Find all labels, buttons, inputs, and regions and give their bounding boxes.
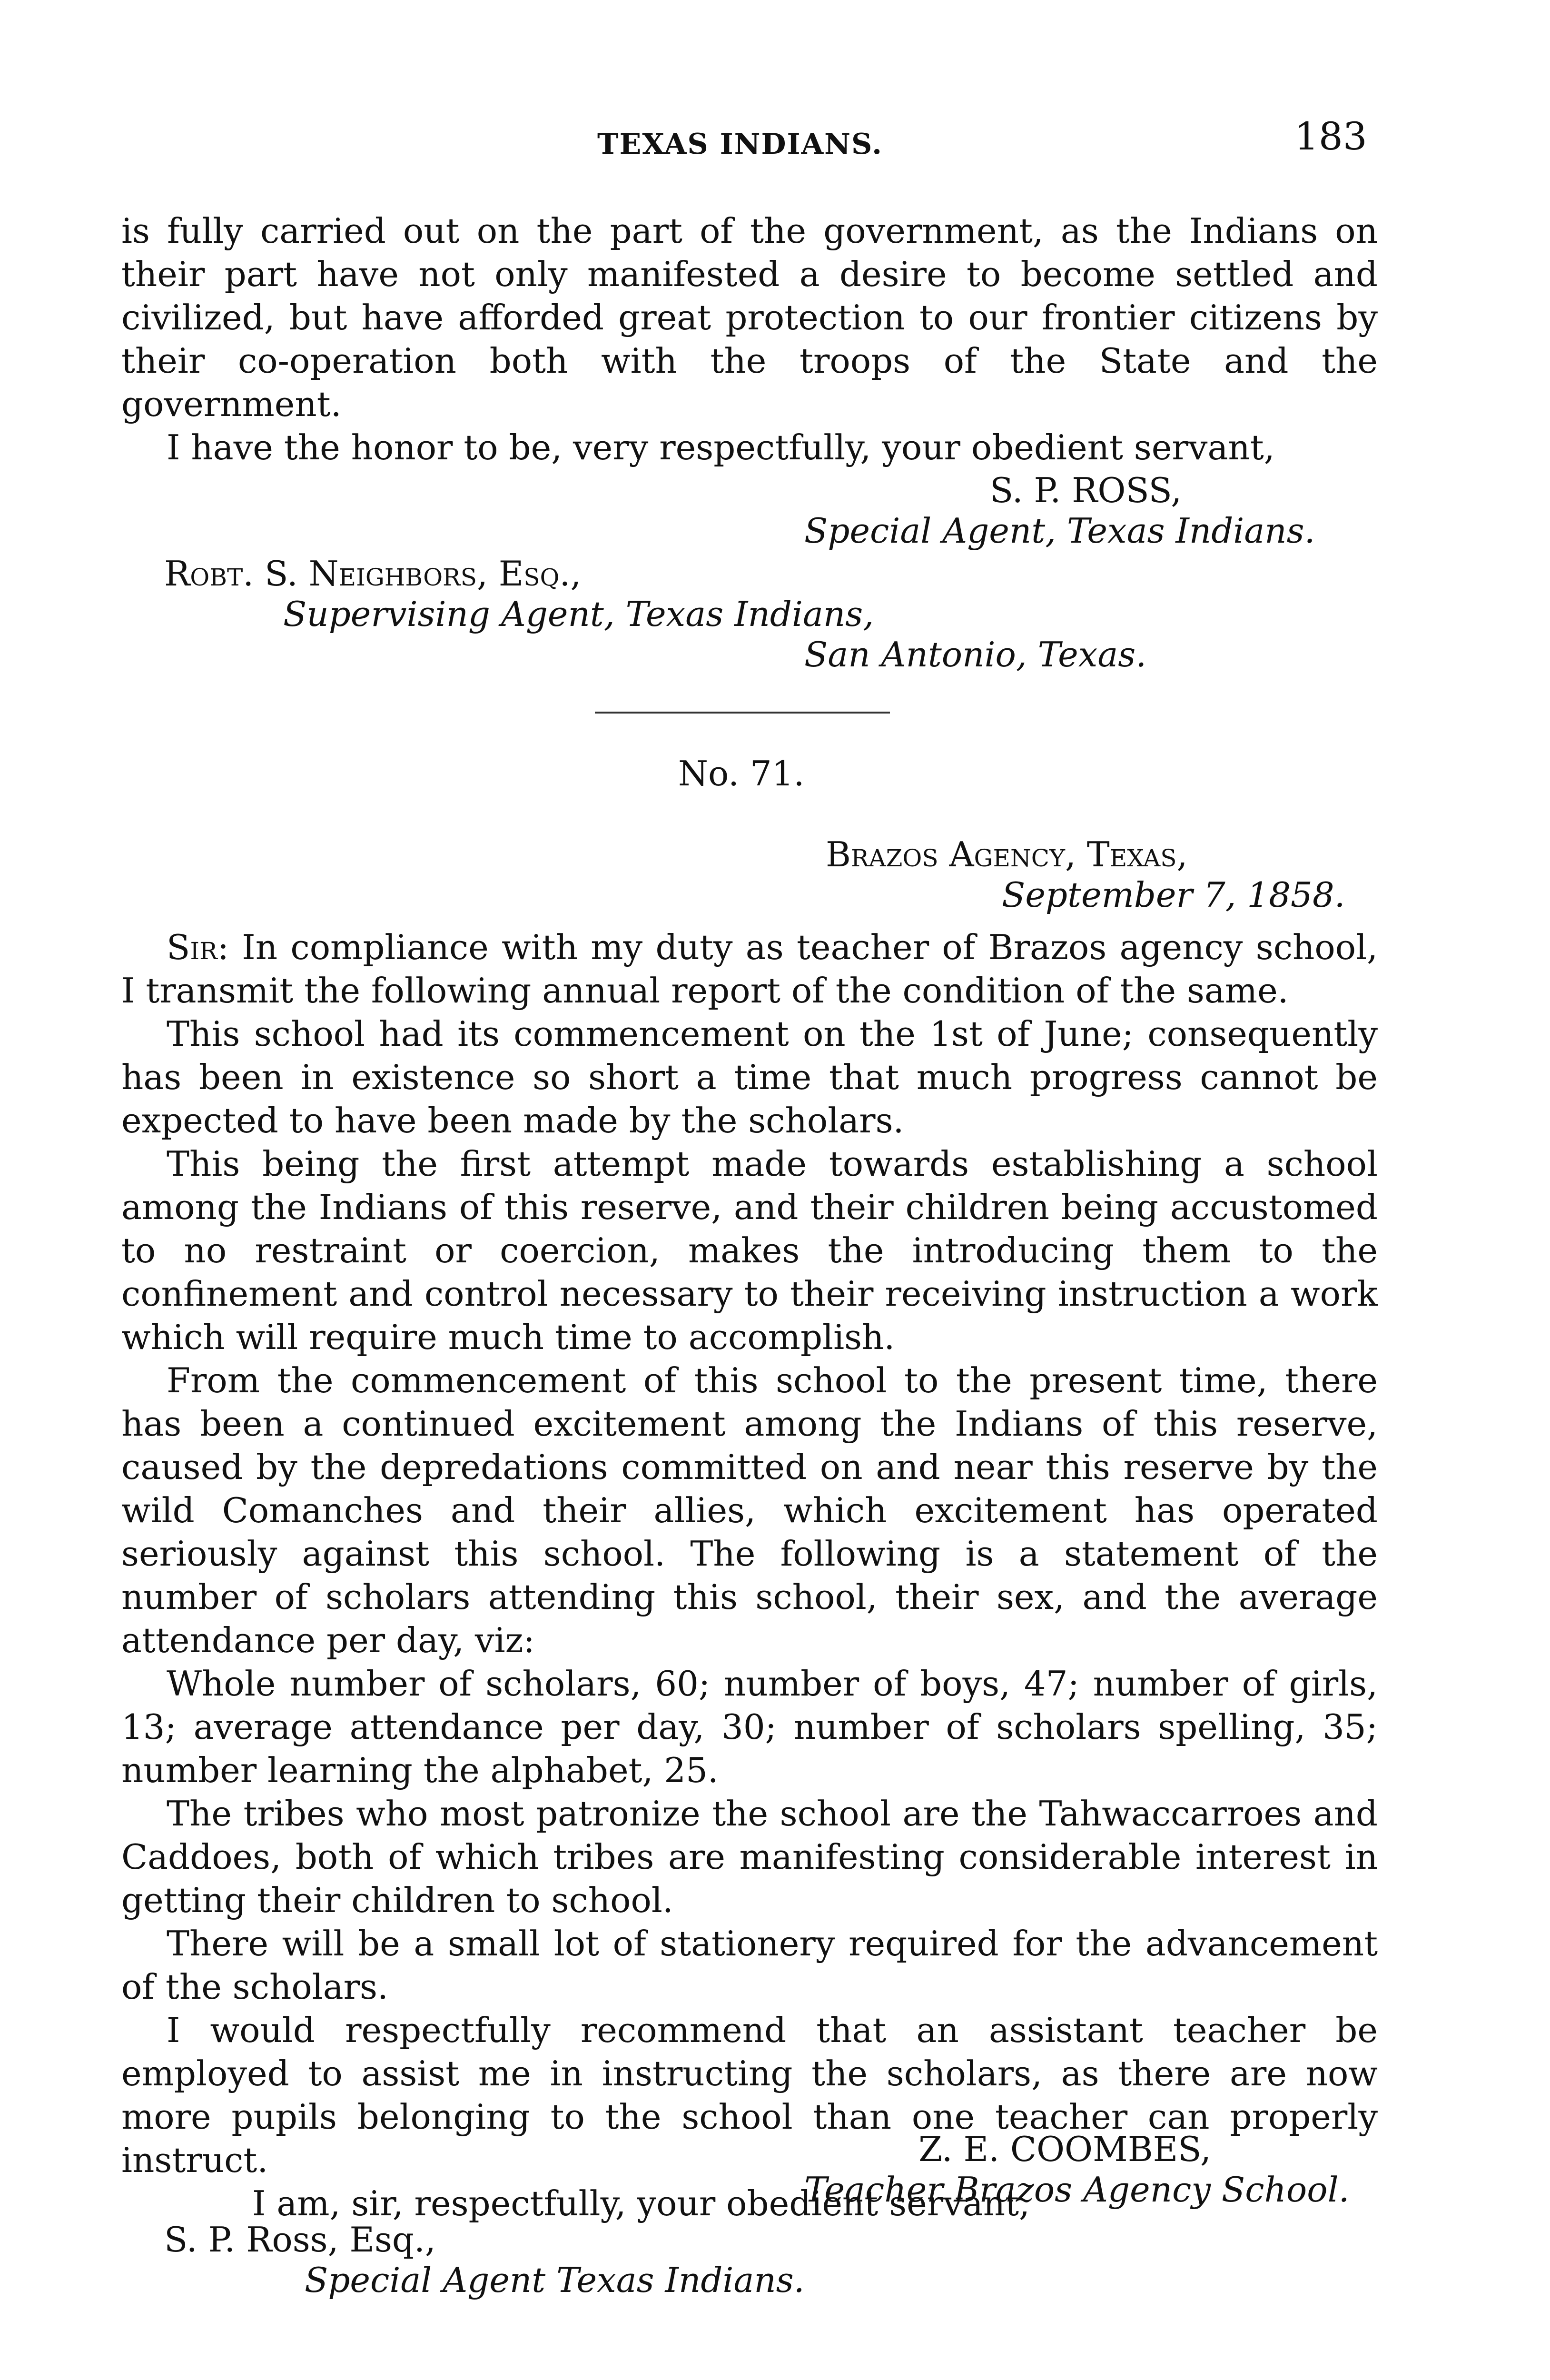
letter2-addressee: S. P. Ross, Esq.,: [164, 2220, 436, 2260]
letter1-addressee: Robt. S. Neighbors, Esq.,: [164, 554, 582, 594]
section-divider: [595, 712, 890, 714]
letter2-paragraph: The tribes who most patronize the school are the Tahwaccarroes and Caddoes, both of which tribes are manifesting considerable interest in getting their children to school.: [121, 1794, 1378, 1920]
letter1-body: [121, 209, 1378, 469]
letter2-addressee-title: Special Agent Texas Indians.: [305, 2260, 805, 2300]
letter2-paragraph: From the commencement of this school to the present time, there has been a continued excitement among the Indians of this reserve, caused by the depredations committed on and near this reserve by the wild Comanches and their allies, which excitement has operated seriously against this school. The following is a statement of the number of scholars attending this school, their sex, and the average attendance per day, viz:: [121, 1360, 1378, 1660]
letter1-closing: I have the honor to be, very respectfully, your obedient servant,: [167, 427, 1275, 467]
letter2-salutation: Sir:: [167, 927, 229, 967]
letter1-addressee-title: Supervising Agent, Texas Indians,: [283, 594, 874, 634]
letter2-paragraph: There will be a small lot of stationery required for the advancement of the scholars.: [121, 1924, 1378, 2007]
letter1-signer: S. P. ROSS,: [990, 470, 1182, 510]
running-header-title: TEXAS INDIANS.: [597, 128, 883, 161]
letter2-paragraph: Whole number of scholars, 60; number of boys, 47; number of girls, 13; average attendance per day, 30; number of scholars spelling, 35; number learning the alphabet, 25.: [121, 1664, 1378, 1790]
letter2-paragraph-text: In compliance with my duty as teacher of Brazos agency school, I transmit the following annual report of the condition of the same.: [121, 927, 1378, 1011]
letter2-paragraph: This school had its commencement on the 1st of June; consequently has been in existence so short a time that much progress cannot be expected to have been made by the scholars.: [121, 1014, 1378, 1140]
letter2-closing: I am, sir, respectfully, your obedient servant,: [252, 2183, 1030, 2223]
letter2-number: No. 71.: [678, 754, 805, 793]
letter2-body: [121, 926, 1378, 2225]
page-number: 183: [1294, 114, 1367, 159]
letter1-signer-title: Special Agent, Texas Indians.: [804, 511, 1315, 551]
letter2-date: [1002, 873, 1345, 917]
letter2-paragraph: I would respectfully recommend that an assistant teacher be employed to assist me in instructing the scholars, as there are now more pupils belonging to the school than one teacher can properly instruct.: [121, 2010, 1378, 2180]
letter1-paragraph: is fully carried out on the part of the government, as the Indians on their part have not only manifested a desire to become settled and civilized, but have afforded great protection to our frontier citizens by their co-operation both with the troops of the State and the government.: [121, 211, 1378, 424]
letter2-signer-title: Teacher Brazos Agency School.: [804, 2170, 1350, 2210]
letter2-paragraph: [121, 926, 1378, 1012]
letter2-location: Brazos Agency, Texas,: [826, 834, 1188, 874]
letter2-date-text: September 7, 1858.: [1002, 875, 1345, 915]
letter2-signer: Z. E. COOMBES,: [918, 2129, 1211, 2169]
letter2-paragraph: This being the first attempt made towards establishing a school among the Indians of this reserve, and their children being accustomed to no restraint or coercion, makes the introducing them to the confinement and control necessary to their receiving instruction a work which will require much time to accomplish.: [121, 1144, 1378, 1357]
letter1-addressee-location: San Antonio, Texas.: [804, 635, 1147, 674]
